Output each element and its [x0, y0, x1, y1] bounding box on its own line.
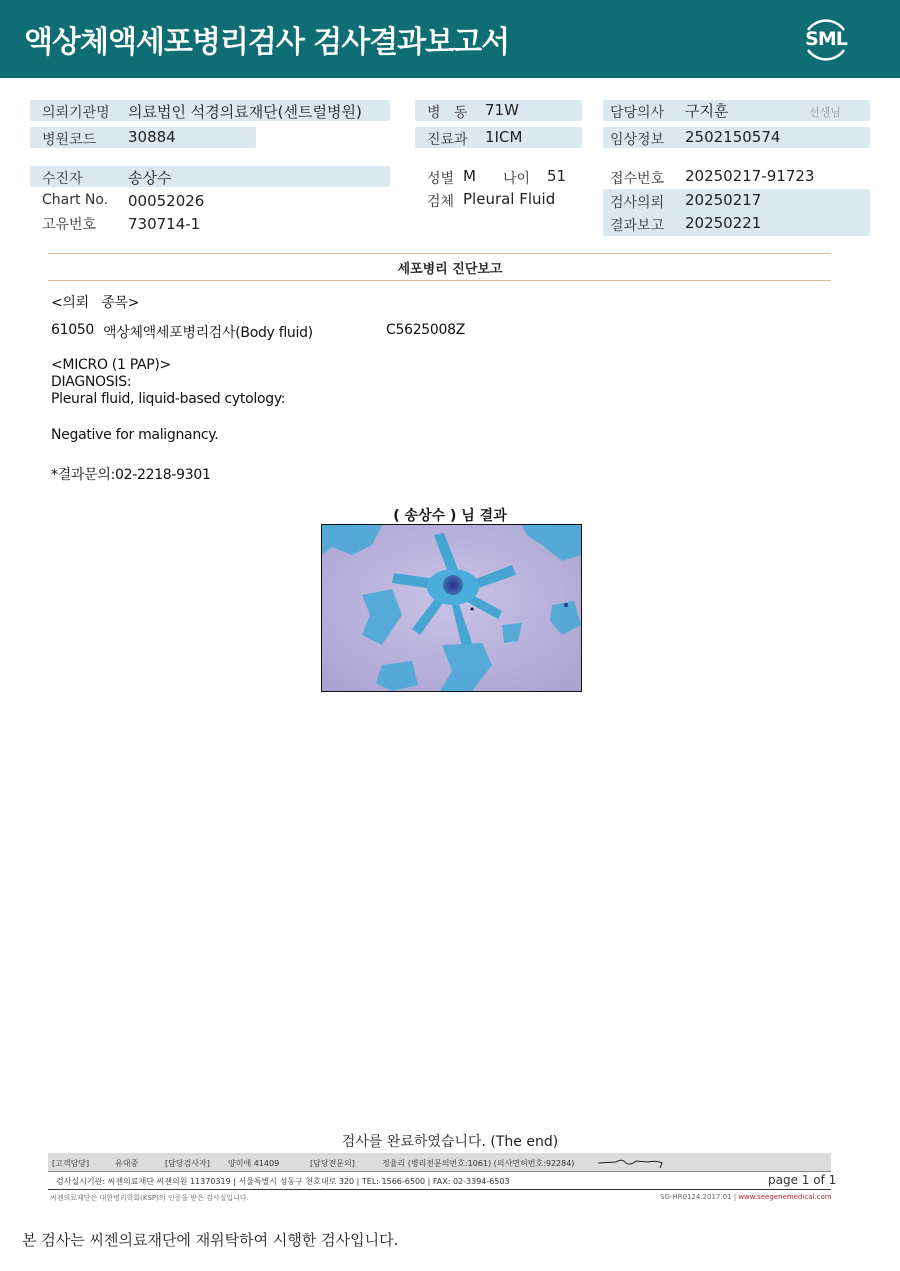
website-link[interactable]: www.seegenemedical.com [738, 1193, 832, 1201]
pathologist-signature [596, 1154, 666, 1170]
footer-rule-2 [48, 1189, 831, 1190]
logo-text: SML [805, 28, 847, 50]
chart-no-value: 00052026 [128, 192, 205, 210]
sml-logo [800, 14, 852, 66]
clinical-info-label: 임상정보 [610, 132, 665, 148]
hospital-code-label: 병원코드 [42, 132, 97, 148]
diagnosis-line: Pleural fluid, liquid-based cytology: [51, 391, 286, 407]
request-date-label: 검사의뢰 [610, 195, 665, 211]
report-title: 세포병리 진단보고 [397, 262, 503, 277]
patient-label: 수진자 [42, 171, 83, 187]
ward-label: 병 동 [427, 105, 468, 121]
department-label: 진료과 [427, 132, 468, 148]
test-code: 61050 [51, 322, 95, 338]
hospital-code-value: 30884 [128, 128, 176, 146]
department-value: 1ICM [485, 128, 523, 146]
specimen-label: 검체 [427, 194, 455, 210]
sex-value: M [463, 167, 476, 185]
request-header: <의뢰 종목> [51, 295, 140, 311]
ward-value: 71W [485, 101, 519, 119]
image-caption: ( 송상수 ) 님 결과 [393, 508, 507, 524]
footer-staff-role-1: [고객담당] [52, 1159, 90, 1168]
diagnosis-result: Negative for malignancy. [51, 427, 219, 443]
report-date-label: 결과보고 [610, 218, 665, 234]
re-outsourcing-note: 본 검사는 씨젠의료재단에 재위탁하여 시행한 검사입니다. [22, 1231, 399, 1249]
footer-rule-1 [48, 1171, 831, 1172]
form-code-text: SG-HR0124.2017.01 | [660, 1193, 739, 1201]
test-name: 액상체액세포병리검사(Body fluid) [103, 325, 313, 341]
document-title: 액상체액세포병리검사 검사결과보고서 [24, 25, 510, 60]
micrograph-illustration [322, 525, 581, 691]
institution-value: 의료법인 석경의료재단(센트럴병원) [128, 103, 362, 121]
report-header [0, 0, 900, 78]
end-of-report: 검사를 완료하였습니다. (The end) [341, 1134, 559, 1150]
institution-label: 의뢰기관명 [42, 105, 110, 121]
unique-no-label: 고유번호 [42, 217, 97, 233]
doctor-value: 구지훈 [685, 102, 729, 120]
unique-no-value: 730714-1 [128, 215, 201, 233]
age-label: 나이 [503, 171, 531, 187]
footer-staff-role-3: [담당전문의] [310, 1159, 355, 1168]
doctor-label: 담당의사 [610, 105, 665, 121]
chart-no-label: Chart No. [42, 192, 109, 208]
footer-staff-name-2: 양미애 41409 [228, 1159, 280, 1168]
receipt-no-value: 20250217-91723 [685, 167, 815, 185]
sex-label: 성별 [427, 171, 455, 187]
diagnosis-label: DIAGNOSIS: [51, 374, 132, 390]
doctor-suffix: 선생님 [809, 106, 841, 119]
lab-info: 검사실시기관: 씨젠의료재단 씨젠의원 11370319 | 서울특별시 성동구 천호대로 320 | TEL: 1566-6500 | FAX: 02-3394-6503 [56, 1177, 510, 1186]
inquiry-phone: *결과문의:02-2218-9301 [51, 467, 211, 483]
form-code [660, 1193, 832, 1201]
footer-staff-role-2: [담당검사자] [165, 1159, 210, 1168]
footer-staff-name-1: 유대중 [115, 1159, 139, 1168]
specimen-value: Pleural Fluid [463, 190, 556, 208]
patient-value: 송상수 [128, 169, 172, 187]
cytology-micrograph [321, 524, 582, 692]
test-id: C5625008Z [386, 322, 466, 338]
receipt-no-label: 접수번호 [610, 171, 665, 187]
certification-note: 씨젠의료재단은 대한병리학회(KSP)의 인증을 받은 검사실입니다. [50, 1194, 249, 1202]
footer-staff-name-3: 정율리 (병리전문의번호:1061) (의사면허번호:92284) [382, 1159, 575, 1168]
patient-bar [30, 166, 390, 187]
report-top-rule [48, 253, 831, 254]
micro-header: <MICRO (1 PAP)> [51, 357, 171, 373]
clinical-info-value: 2502150574 [685, 128, 781, 146]
request-date-value: 20250217 [685, 191, 762, 209]
page-number: page 1 of 1 [768, 1173, 837, 1187]
report-title-rule [48, 280, 831, 281]
report-date-value: 20250221 [685, 214, 762, 232]
age-value: 51 [547, 167, 567, 185]
